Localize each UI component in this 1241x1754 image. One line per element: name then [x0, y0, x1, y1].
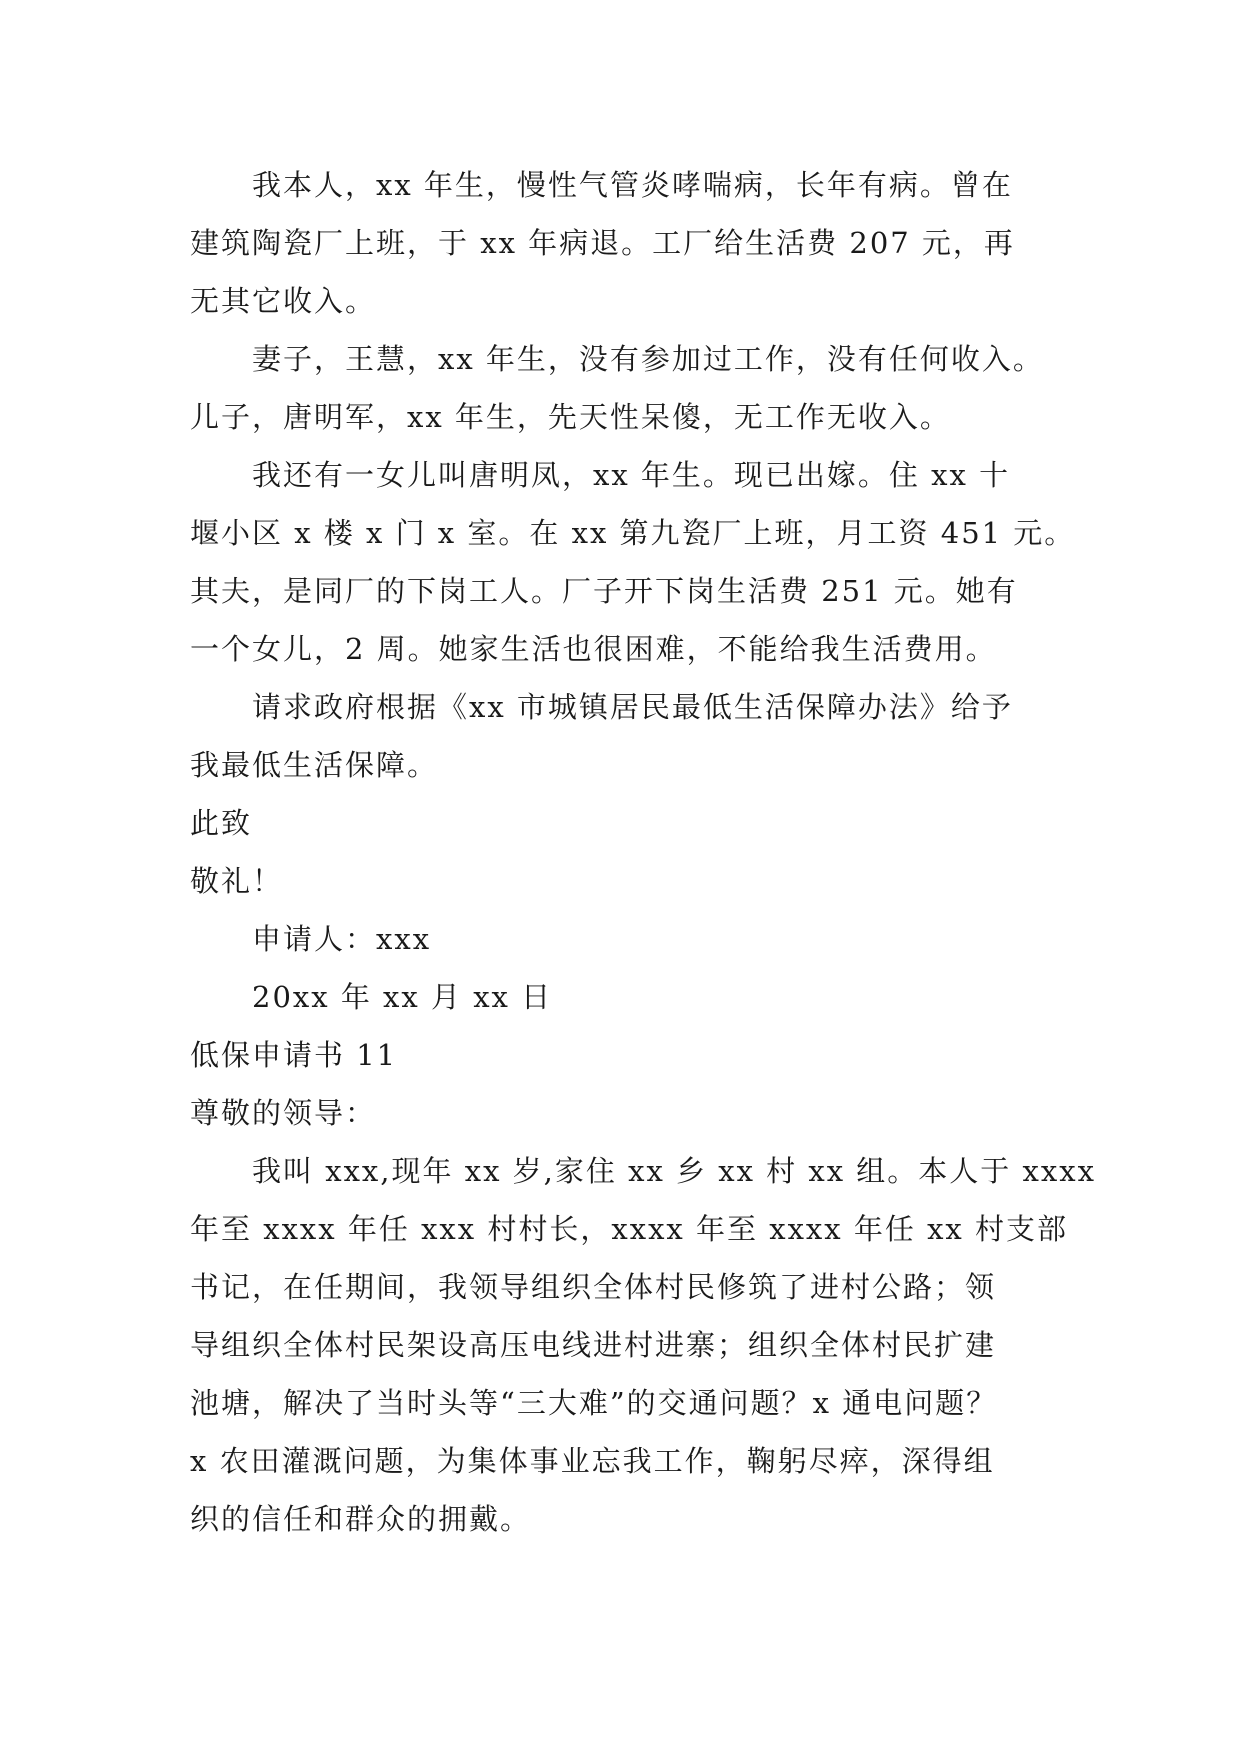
text-line: 池塘，解决了当时头等“三大难”的交通问题？x 通电问题？: [190, 1386, 998, 1420]
section-title: 低保申请书 11: [190, 1038, 398, 1072]
letter-greeting: 尊敬的领导：: [190, 1096, 377, 1130]
text-line: 无其它收入。: [190, 284, 377, 318]
signature-date: 20xx 年 xx 月 xx 日: [252, 980, 553, 1014]
closing-salutation: 此致: [190, 806, 253, 840]
text-line: 请求政府根据《xx 市城镇居民最低生活保障办法》给予: [252, 690, 1013, 724]
text-line: 我还有一女儿叫唐明凤，xx 年生。现已出嫁。住 xx 十: [252, 458, 1011, 492]
applicant-signature: 申请人：xxx: [252, 922, 432, 956]
text-line: 妻子，王慧，xx 年生，没有参加过工作，没有任何收入。: [252, 342, 1044, 376]
text-line: 建筑陶瓷厂上班，于 xx 年病退。工厂给生活费 207 元，再: [190, 226, 1015, 260]
text-line: 我叫 xxx,现年 xx 岁,家住 xx 乡 xx 村 xx 组。本人于 xxxx: [252, 1154, 1096, 1188]
text-line: 年至 xxxx 年任 xxx 村村长，xxxx 年至 xxxx 年任 xx 村支部: [190, 1212, 1068, 1246]
closing-regards: 敬礼！: [190, 864, 284, 898]
text-line: 导组织全体村民架设高压电线进村进寨；组织全体村民扩建: [190, 1328, 997, 1362]
text-line: 织的信任和群众的拥戴。: [190, 1502, 532, 1536]
text-line: 儿子，唐明军，xx 年生，先天性呆傻，无工作无收入。: [190, 400, 951, 434]
text-line: 书记，在任期间，我领导组织全体村民修筑了进村公路；领: [190, 1270, 997, 1304]
text-line: x 农田灌溉问题，为集体事业忘我工作，鞠躬尽瘁，深得组: [190, 1444, 995, 1478]
document-body: [190, 156, 1096, 1548]
text-line: 其夫，是同厂的下岗工人。厂子开下岗生活费 251 元。她有: [190, 574, 1018, 608]
text-line: 我本人，xx 年生，慢性气管炎哮喘病，长年有病。曾在: [252, 168, 1013, 202]
text-line: 堰小区 x 楼 x 门 x 室。在 xx 第九瓷厂上班，月工资 451 元。: [190, 516, 1076, 550]
text-line: 一个女儿，2 周。她家生活也很困难，不能给我生活费用。: [190, 632, 997, 666]
text-line: 我最低生活保障。: [190, 748, 439, 782]
